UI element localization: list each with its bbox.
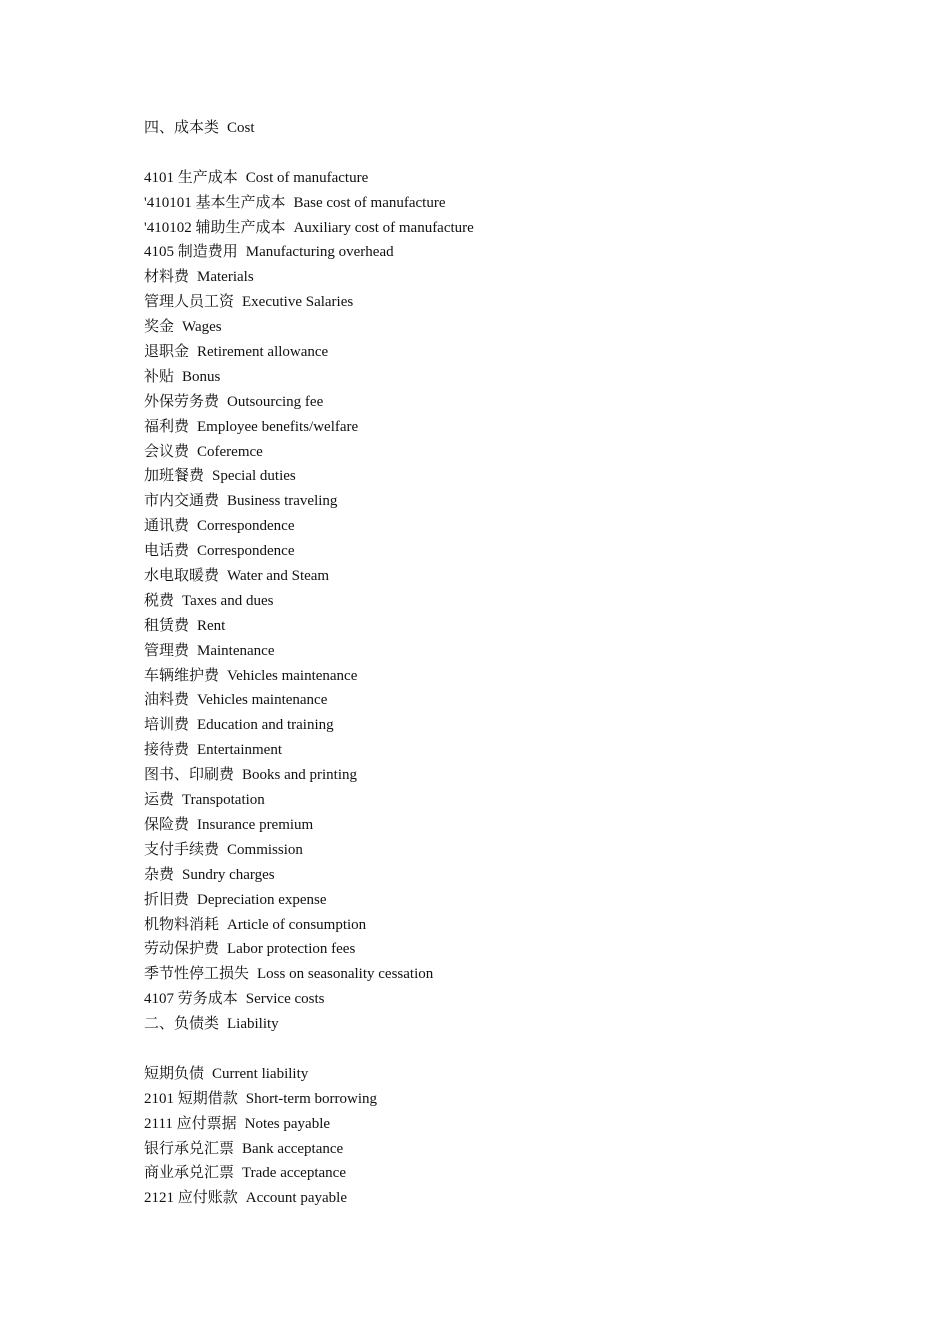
account-line bbox=[144, 962, 904, 987]
account-line bbox=[144, 116, 904, 141]
line-chinese-text: 租赁费 bbox=[144, 617, 190, 634]
line-chinese-text: 劳动保护费 bbox=[144, 941, 220, 958]
line-chinese-text: 机物料消耗 bbox=[144, 916, 220, 933]
account-line bbox=[144, 688, 904, 713]
line-english-text: Materials bbox=[197, 269, 254, 286]
account-line bbox=[144, 614, 904, 639]
line-english-text: Loss on seasonality cessation bbox=[257, 966, 434, 983]
account-line bbox=[144, 290, 904, 315]
line-english-text: Depreciation expense bbox=[197, 891, 327, 908]
line-chinese-text: 管理人员工资 bbox=[144, 294, 235, 311]
line-english-text: Correspondence bbox=[197, 543, 295, 560]
line-chinese-text: 市内交通费 bbox=[144, 493, 220, 510]
line-english-text: Bonus bbox=[182, 368, 221, 385]
account-line bbox=[144, 539, 904, 564]
line-chinese-text: 运费 bbox=[144, 792, 175, 809]
line-chinese-text: 补贴 bbox=[144, 368, 175, 385]
line-english-text: Correspondence bbox=[197, 518, 295, 535]
line-chinese-text: 税费 bbox=[144, 592, 175, 609]
line-english-text: Vehicles maintenance bbox=[227, 667, 358, 684]
line-english-text: Outsourcing fee bbox=[227, 393, 324, 410]
line-english-text: Water and Steam bbox=[227, 568, 330, 585]
account-line bbox=[144, 1112, 904, 1137]
account-line bbox=[144, 838, 904, 863]
account-line bbox=[144, 664, 904, 689]
line-chinese-text: 杂费 bbox=[144, 866, 175, 883]
account-line bbox=[144, 1186, 904, 1211]
line-chinese-text: 车辆维护费 bbox=[144, 667, 220, 684]
line-english-text: Coferemce bbox=[197, 443, 263, 460]
line-chinese-text: 奖金 bbox=[144, 319, 175, 336]
account-line bbox=[144, 863, 904, 888]
line-english-text: Trade acceptance bbox=[242, 1165, 346, 1182]
line-english-text: Taxes and dues bbox=[182, 592, 274, 609]
line-chinese-text: 4107 劳务成本 bbox=[144, 991, 238, 1008]
line-english-text: Bank acceptance bbox=[242, 1140, 344, 1157]
line-english-text: Account payable bbox=[245, 1190, 347, 1207]
line-chinese-text: 折旧费 bbox=[144, 891, 190, 908]
line-chinese-text: 材料费 bbox=[144, 269, 190, 286]
account-line bbox=[144, 415, 904, 440]
line-english-text: Sundry charges bbox=[182, 866, 275, 883]
blank-line bbox=[144, 141, 904, 166]
account-line bbox=[144, 265, 904, 290]
line-chinese-text: 图书、印刷费 bbox=[144, 767, 235, 784]
account-line bbox=[144, 440, 904, 465]
account-line bbox=[144, 216, 904, 241]
line-chinese-text: 通讯费 bbox=[144, 518, 190, 535]
line-english-text: Service costs bbox=[245, 991, 325, 1008]
line-chinese-text: 油料费 bbox=[144, 692, 190, 709]
account-line bbox=[144, 738, 904, 763]
account-line bbox=[144, 191, 904, 216]
line-english-text: Books and printing bbox=[242, 767, 358, 784]
line-english-text: Manufacturing overhead bbox=[245, 244, 394, 261]
line-english-text: Notes payable bbox=[244, 1115, 331, 1132]
line-chinese-text: 商业承兑汇票 bbox=[144, 1165, 235, 1182]
account-line bbox=[144, 1087, 904, 1112]
line-english-text: Auxiliary cost of manufacture bbox=[293, 219, 474, 236]
account-line bbox=[144, 564, 904, 589]
line-english-text: Transpotation bbox=[182, 792, 265, 809]
account-line bbox=[144, 987, 904, 1012]
line-chinese-text: 外保劳务费 bbox=[144, 393, 220, 410]
line-chinese-text: 培训费 bbox=[144, 717, 190, 734]
line-chinese-text: '410101 基本生产成本 bbox=[144, 194, 286, 211]
line-chinese-text: 电话费 bbox=[144, 543, 190, 560]
line-chinese-text: 接待费 bbox=[144, 742, 190, 759]
account-line bbox=[144, 489, 904, 514]
line-english-text: Liability bbox=[227, 1016, 279, 1033]
line-english-text: Maintenance bbox=[197, 642, 275, 659]
account-line bbox=[144, 937, 904, 962]
line-chinese-text: 二、负债类 bbox=[144, 1016, 220, 1033]
line-chinese-text: 支付手续费 bbox=[144, 841, 220, 858]
line-english-text: Current liability bbox=[212, 1065, 309, 1082]
account-line bbox=[144, 713, 904, 738]
line-english-text: Business traveling bbox=[227, 493, 338, 510]
line-english-text: Article of consumption bbox=[227, 916, 367, 933]
line-english-text: Vehicles maintenance bbox=[197, 692, 328, 709]
line-chinese-text: 水电取暖费 bbox=[144, 568, 220, 585]
line-english-text: Employee benefits/welfare bbox=[197, 418, 359, 435]
line-chinese-text: 保险费 bbox=[144, 816, 190, 833]
line-chinese-text: 4101 生产成本 bbox=[144, 169, 238, 186]
account-line bbox=[144, 639, 904, 664]
line-english-text: Short-term borrowing bbox=[245, 1090, 377, 1107]
account-line bbox=[144, 763, 904, 788]
line-english-text: Insurance premium bbox=[197, 816, 314, 833]
line-chinese-text: 4105 制造费用 bbox=[144, 244, 238, 261]
line-chinese-text: 短期负债 bbox=[144, 1065, 205, 1082]
account-line bbox=[144, 913, 904, 938]
line-english-text: Labor protection fees bbox=[227, 941, 356, 958]
line-chinese-text: 2111 应付票据 bbox=[144, 1115, 237, 1132]
line-chinese-text: 2101 短期借款 bbox=[144, 1090, 238, 1107]
line-english-text: Executive Salaries bbox=[242, 294, 354, 311]
account-line bbox=[144, 514, 904, 539]
line-chinese-text: 福利费 bbox=[144, 418, 190, 435]
line-chinese-text: 退职金 bbox=[144, 344, 190, 361]
account-line bbox=[144, 315, 904, 340]
account-line bbox=[144, 365, 904, 390]
line-chinese-text: 银行承兑汇票 bbox=[144, 1140, 235, 1157]
account-line bbox=[144, 340, 904, 365]
account-line bbox=[144, 1137, 904, 1162]
line-english-text: Commission bbox=[227, 841, 303, 858]
line-english-text: Wages bbox=[182, 319, 222, 336]
line-chinese-text: '410102 辅助生产成本 bbox=[144, 219, 286, 236]
blank-line bbox=[144, 1037, 904, 1062]
account-line bbox=[144, 788, 904, 813]
account-line bbox=[144, 240, 904, 265]
account-line bbox=[144, 1012, 904, 1037]
line-english-text: Rent bbox=[197, 617, 226, 634]
account-line bbox=[144, 1062, 904, 1087]
line-chinese-text: 2121 应付账款 bbox=[144, 1190, 238, 1207]
line-chinese-text: 季节性停工损失 bbox=[144, 966, 250, 983]
line-chinese-text: 加班餐费 bbox=[144, 468, 205, 485]
account-line bbox=[144, 166, 904, 191]
line-chinese-text: 管理费 bbox=[144, 642, 190, 659]
account-line bbox=[144, 1161, 904, 1186]
line-chinese-text: 四、成本类 bbox=[144, 120, 220, 136]
line-english-text: Special duties bbox=[212, 468, 296, 485]
account-line bbox=[144, 888, 904, 913]
account-line bbox=[144, 464, 904, 489]
line-chinese-text: 会议费 bbox=[144, 443, 190, 460]
account-line bbox=[144, 589, 904, 614]
document-body bbox=[144, 116, 904, 1211]
account-line bbox=[144, 390, 904, 415]
line-english-text: Cost of manufacture bbox=[245, 169, 369, 186]
line-english-text: Education and training bbox=[197, 717, 334, 734]
line-english-text: Entertainment bbox=[197, 742, 282, 759]
line-english-text: Retirement allowance bbox=[197, 344, 329, 361]
line-english-text: Base cost of manufacture bbox=[293, 194, 446, 211]
account-line bbox=[144, 813, 904, 838]
line-english-text: Cost bbox=[227, 120, 255, 136]
